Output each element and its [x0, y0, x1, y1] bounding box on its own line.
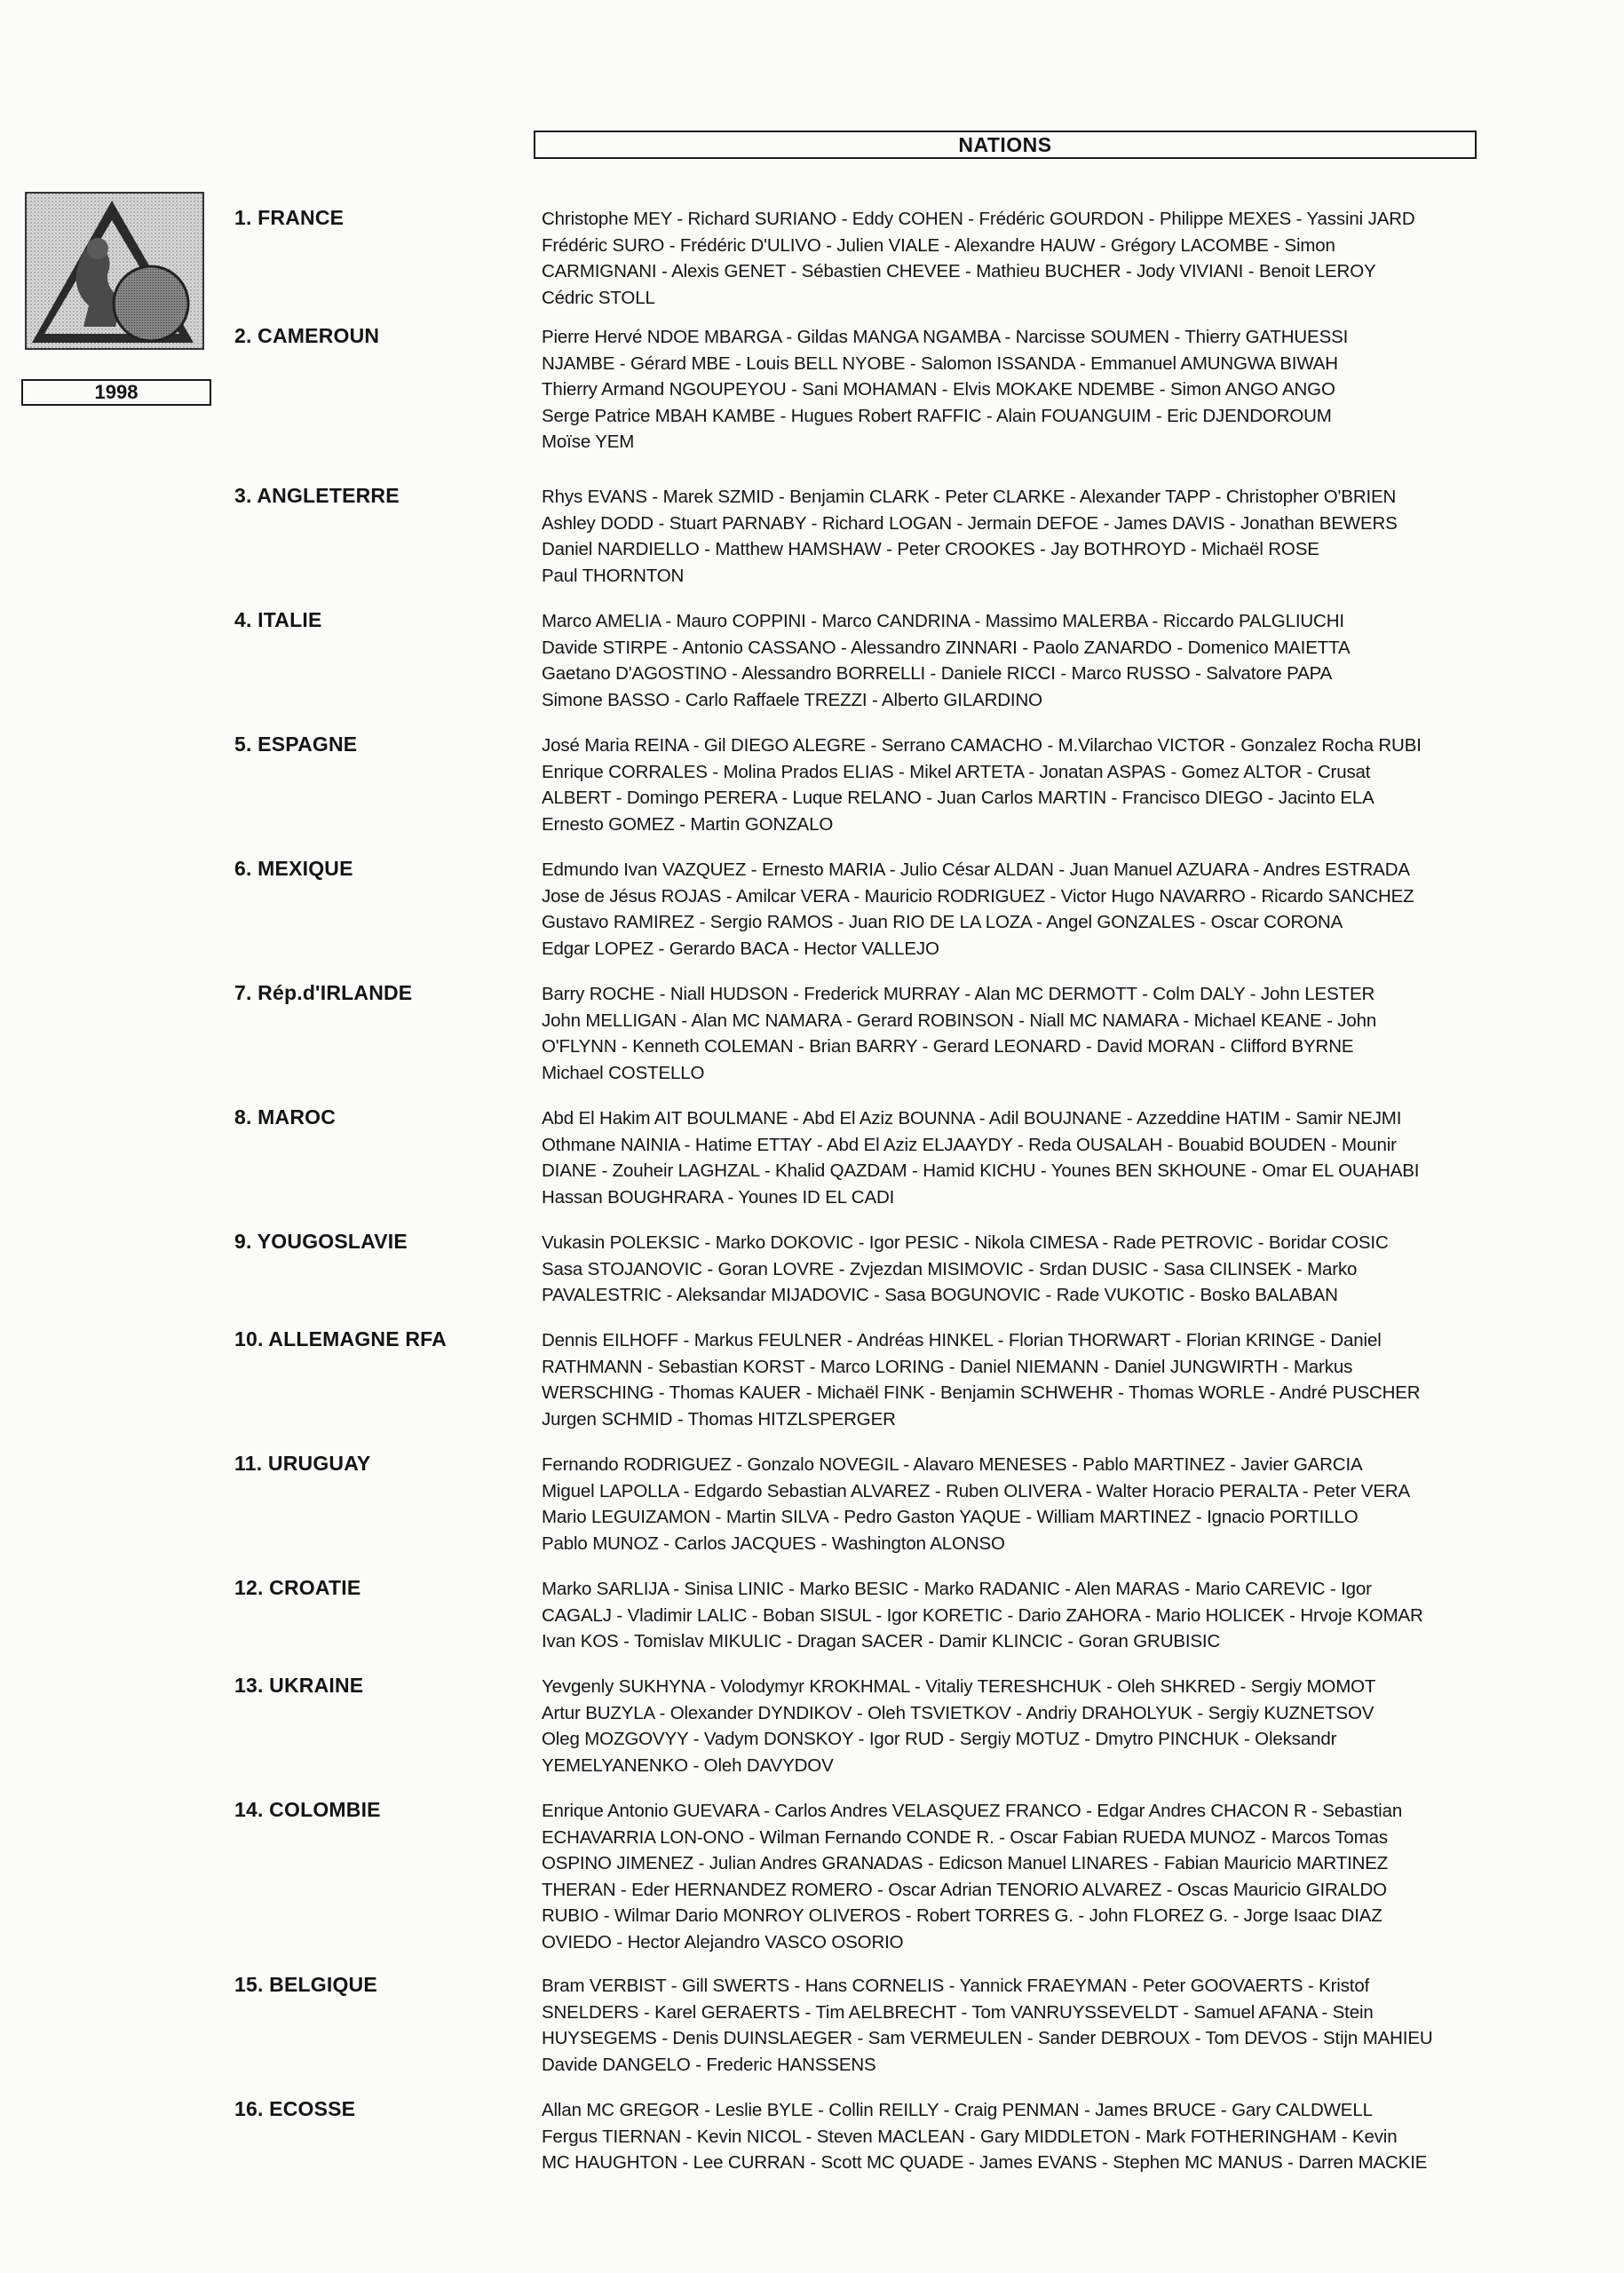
nation-name: 15. BELGIQUE — [234, 1973, 377, 1996]
player-line: Abd El Hakim AIT BOULMANE - Abd El Aziz BOUNNA - Adil BOUJNANE - Azzeddine HATIM - Samir NEJMI — [542, 1108, 1402, 1129]
player-line: Moïse YEM — [542, 432, 635, 452]
player-line: MC HAUGHTON - Lee CURRAN - Scott MC QUADE - James EVANS - Stephen MC MANUS - Darren MACKIE — [542, 2152, 1428, 2173]
player-line: Edmundo Ivan VAZQUEZ - Ernesto MARIA - Julio César ALDAN - Juan Manuel AZUARA - Andres ESTRADA — [542, 859, 1410, 880]
player-line: Simone BASSO - Carlo Raffaele TREZZI - Alberto GILARDINO — [542, 689, 1042, 710]
nations-title: NATIONS — [958, 132, 1052, 156]
nation-name: 13. UKRAINE — [234, 1674, 364, 1697]
player-line: Yevgenly SUKHYNA - Volodymyr KROKHMAL - Vitaliy TERESHCHUK - Oleh SHKRED - Sergiy MOMOT — [542, 1676, 1376, 1697]
player-line: Davide DANGELO - Frederic HANSSENS — [542, 2054, 876, 2075]
player-list — [542, 857, 1598, 962]
player-line: Thierry Armand NGOUPEYOU - Sani MOHAMAN - Elvis MOKAKE NDEMBE - Simon ANGO ANGO — [542, 379, 1335, 400]
nation-name: 3. ANGLETERRE — [234, 484, 400, 507]
player-line: PAVALESTRIC - Aleksandar MIJADOVIC - Sasa BOGUNOVIC - Rade VUKOTIC - Bosko BALABAN — [542, 1285, 1338, 1305]
player-line: O'FLYNN - Kenneth COLEMAN - Brian BARRY - Gerard LEONARD - David MORAN - Clifford BYRNE — [542, 1036, 1354, 1057]
player-list — [542, 484, 1598, 589]
player-line: HUYSEGEMS - Denis DUINSLAEGER - Sam VERMEULEN - Sander DEBROUX - Tom DEVOS - Stijn MAHIEU — [542, 2028, 1433, 2048]
tournament-logo — [25, 192, 204, 350]
player-line: DIANE - Zouheir LAGHZAL - Khalid QAZDAM - Hamid KICHU - Younes BEN SKHOUNE - Omar EL OUAHABI — [542, 1160, 1420, 1181]
year-label: 1998 — [94, 381, 139, 403]
player-line: RUBIO - Wilmar Dario MONROY OLIVEROS - Robert TORRES G. - John FLOREZ G. - Jorge Isaac DIAZ — [542, 1905, 1382, 1926]
nation-name: 7. Rép.d'IRLANDE — [234, 981, 413, 1004]
player-line: Marco AMELIA - Mauro COPPINI - Marco CANDRINA - Massimo MALERBA - Riccardo PALGLIUCHI — [542, 611, 1344, 631]
nation-name: 6. MEXIQUE — [234, 857, 353, 880]
player-line: Bram VERBIST - Gill SWERTS - Hans CORNELIS - Yannick FRAEYMAN - Peter GOOVAERTS - Kristof — [542, 1976, 1370, 1996]
player-line: Pablo MUNOZ - Carlos JACQUES - Washington ALONSO — [542, 1532, 1005, 1554]
player-list — [542, 733, 1598, 837]
player-line: Marko SARLIJA - Sinisa LINIC - Marko BESIC - Marko RADANIC - Alen MARAS - Mario CAREVIC - Igor — [542, 1579, 1372, 1599]
player-line: Fergus TIERNAN - Kevin NICOL - Steven MACLEAN - Gary MIDDLETON - Mark FOTHERINGHAM - Kevin — [542, 2126, 1398, 2147]
player-line: Mario LEGUIZAMON - Martin SILVA - Pedro Gaston YAQUE - William MARTINEZ - Ignacio PORTILLO — [542, 1507, 1359, 1527]
player-line: Michael COSTELLO — [542, 1062, 705, 1083]
player-line: Vukasin POLEKSIC - Marko DOKOVIC - Igor PESIC - Nikola CIMESA - Rade PETROVIC - Boridar COSIC — [542, 1232, 1389, 1253]
player-list — [542, 1973, 1598, 2078]
logo-emblem-icon — [27, 194, 202, 348]
player-line: Pierre Hervé NDOE MBARGA - Gildas MANGA NGAMBA - Narcisse SOUMEN - Thierry GATHUESSI — [542, 327, 1349, 347]
nations-header — [534, 131, 1477, 159]
player-line: Sasa STOJANOVIC - Goran LOVRE - Zvjezdan MISIMOVIC - Srdan DUSIC - Sasa CILINSEK - Marko — [542, 1258, 1358, 1279]
nation-name: 2. CAMEROUN — [234, 324, 380, 347]
player-line: Barry ROCHE - Niall HUDSON - Frederick MURRAY - Alan MC DERMOTT - Colm DALY - John LESTER — [542, 984, 1375, 1004]
nation-name: 9. YOUGOSLAVIE — [234, 1230, 408, 1253]
player-line: RATHMANN - Sebastian KORST - Marco LORING - Daniel NIEMANN - Daniel JUNGWIRTH - Markus — [542, 1356, 1353, 1377]
player-line: CARMIGNANI - Alexis GENET - Sébastien CHEVEE - Mathieu BUCHER - Jody VIVIANI - Benoit LEROY — [542, 261, 1376, 281]
player-line: Serge Patrice MBAH KAMBE - Hugues Robert RAFFIC - Alain FOUANGUIM - Eric DJENDOROUM — [542, 405, 1332, 426]
nation-name: 14. COLOMBIE — [234, 1798, 381, 1821]
player-line: Dennis EILHOFF - Markus FEULNER - Andréas HINKEL - Florian THORWART - Florian KRINGE - Daniel — [542, 1330, 1382, 1350]
nation-name: 11. URUGUAY — [234, 1452, 371, 1475]
player-line: Fernando RODRIGUEZ - Gonzalo NOVEGIL - Alavaro MENESES - Pablo MARTINEZ - Javier GARCIA — [542, 1454, 1363, 1475]
player-line: Enrique CORRALES - Molina Prados ELIAS - Mikel ARTETA - Jonatan ASPAS - Gomez ALTOR - Crusat — [542, 761, 1371, 782]
player-line: ALBERT - Domingo PERERA - Luque RELANO - Juan Carlos MARTIN - Francisco DIEGO - Jacinto ELA — [542, 788, 1374, 808]
player-line: John MELLIGAN - Alan MC NAMARA - Gerard ROBINSON - Niall MC NAMARA - Michael KEANE - John — [542, 1010, 1377, 1031]
player-list — [542, 1327, 1598, 1432]
nation-name: 8. MAROC — [234, 1105, 337, 1129]
player-list — [542, 206, 1598, 311]
player-line: Ivan KOS - Tomislav MIKULIC - Dragan SACER - Damir KLINCIC - Goran GRUBISIC — [542, 1631, 1221, 1651]
player-line: José Maria REINA - Gil DIEGO ALEGRE - Serrano CAMACHO - M.Vilarchao VICTOR - Gonzalez Rocha RUBI — [542, 735, 1422, 756]
player-line: Artur BUZYLA - Olexander DYNDIKOV - Oleh TSVIETKOV - Andriy DRAHOLYUK - Sergiy KUZNETSOV — [542, 1702, 1374, 1723]
nation-name: 16. ECOSSE — [234, 2097, 356, 2120]
player-line: Cédric STOLL — [542, 287, 655, 308]
player-line: Frédéric SURO - Frédéric D'ULIVO - Julien VIALE - Alexandre HAUW - Grégory LACOMBE - Simon — [542, 234, 1335, 256]
player-line: Christophe MEY - Richard SURIANO - Eddy COHEN - Frédéric GOURDON - Philippe MEXES - Yassini JARD — [542, 209, 1415, 229]
nation-name: 4. ITALIE — [234, 608, 322, 631]
player-line: Hassan BOUGHRARA - Younes ID EL CADI — [542, 1186, 895, 1208]
player-line: Ashley DODD - Stuart PARNABY - Richard LOGAN - Jermain DEFOE - James DAVIS - Jonathan BEWERS — [542, 512, 1398, 534]
player-list — [542, 324, 1598, 455]
nation-name: 12. CROATIE — [234, 1576, 361, 1599]
player-line: Daniel NARDIELLO - Matthew HAMSHAW - Peter CROOKES - Jay BOTHROYD - Michaël ROSE — [542, 539, 1319, 559]
player-line: Allan MC GREGOR - Leslie BYLE - Collin REILLY - Craig PENMAN - James BRUCE - Gary CALDWELL — [542, 2100, 1373, 2120]
player-list — [542, 2097, 1598, 2176]
player-line: WERSCHING - Thomas KAUER - Michaël FINK - Benjamin SCHWEHR - Thomas WORLE - André PUSCHER — [542, 1382, 1421, 1403]
nation-name: 5. ESPAGNE — [234, 733, 358, 756]
player-line: THERAN - Eder HERNANDEZ ROMERO - Oscar Adrian TENORIO ALVAREZ - Oscas Mauricio GIRALDO — [542, 1879, 1387, 1900]
player-line: Paul THORNTON — [542, 565, 685, 586]
player-line: Rhys EVANS - Marek SZMID - Benjamin CLARK - Peter CLARKE - Alexander TAPP - Christopher O'BRIEN — [542, 487, 1397, 507]
player-line: YEMELYANENKO - Oleh DAVYDOV — [542, 1754, 834, 1776]
player-list — [542, 981, 1598, 1086]
player-list — [542, 608, 1598, 713]
year-badge — [21, 379, 211, 406]
player-line: Jurgen SCHMID - Thomas HITZLSPERGER — [542, 1408, 896, 1430]
player-line: OVIEDO - Hector Alejandro VASCO OSORIO — [542, 1931, 904, 1952]
nation-name: 10. ALLEMAGNE RFA — [234, 1327, 447, 1350]
player-list — [542, 1105, 1598, 1210]
player-line: OSPINO JIMENEZ - Julian Andres GRANADAS - Edicson Manuel LINARES - Fabian Mauricio MARTINEZ — [542, 1853, 1389, 1873]
player-line: Othmane NAINIA - Hatime ETTAY - Abd El Aziz ELJAAYDY - Reda OUSALAH - Bouabid BOUDEN - Mounir — [542, 1134, 1397, 1155]
player-line: Oleg MOZGOVYY - Vadym DONSKOY - Igor RUD - Sergiy MOTUZ - Dmytro PINCHUK - Oleksandr — [542, 1729, 1337, 1749]
player-list — [542, 1230, 1598, 1309]
player-list — [542, 1674, 1598, 1778]
player-list — [542, 1576, 1598, 1655]
player-list — [542, 1798, 1598, 1955]
player-line: NJAMBE - Gérard MBE - Louis BELL NYOBE - Salomon ISSANDA - Emmanuel AMUNGWA BIWAH — [542, 352, 1338, 374]
player-line: SNELDERS - Karel GERAERTS - Tim AELBRECHT - Tom VANRUYSSEVELDT - Samuel AFANA - Stein — [542, 2001, 1374, 2023]
player-line: Ernesto GOMEZ - Martin GONZALO — [542, 813, 834, 835]
player-line: Gustavo RAMIREZ - Sergio RAMOS - Juan RIO DE LA LOZA - Angel GONZALES - Oscar CORONA — [542, 912, 1343, 932]
player-list — [542, 1452, 1598, 1556]
player-line: Edgar LOPEZ - Gerardo BACA - Hector VALLEJO — [542, 938, 939, 959]
player-line: Jose de Jésus ROJAS - Amilcar VERA - Mauricio RODRIGUEZ - Victor Hugo NAVARRO - Ricardo SANCHEZ — [542, 885, 1414, 907]
player-line: CAGALJ - Vladimir LALIC - Boban SISUL - Igor KORETIC - Dario ZAHORA - Mario HOLICEK - Hrvoje KOMAR — [542, 1604, 1423, 1626]
nation-name: 1. FRANCE — [234, 206, 345, 229]
player-line: Miguel LAPOLLA - Edgardo Sebastian ALVAREZ - Ruben OLIVERA - Walter Horacio PERALTA - Peter VERA — [542, 1480, 1411, 1501]
player-line: ECHAVARRIA LON-ONO - Wilman Fernando CONDE R. - Oscar Fabian RUEDA MUNOZ - Marcos Tomas — [542, 1826, 1388, 1848]
player-line: Gaetano D'AGOSTINO - Alessandro BORRELLI - Daniele RICCI - Marco RUSSO - Salvatore PAPA — [542, 663, 1333, 684]
player-line: Enrique Antonio GUEVARA - Carlos Andres VELASQUEZ FRANCO - Edgar Andres CHACON R - Sebastian — [542, 1801, 1403, 1821]
player-line: Davide STIRPE - Antonio CASSANO - Alessandro ZINNARI - Paolo ZANARDO - Domenico MAIETTA — [542, 637, 1351, 658]
